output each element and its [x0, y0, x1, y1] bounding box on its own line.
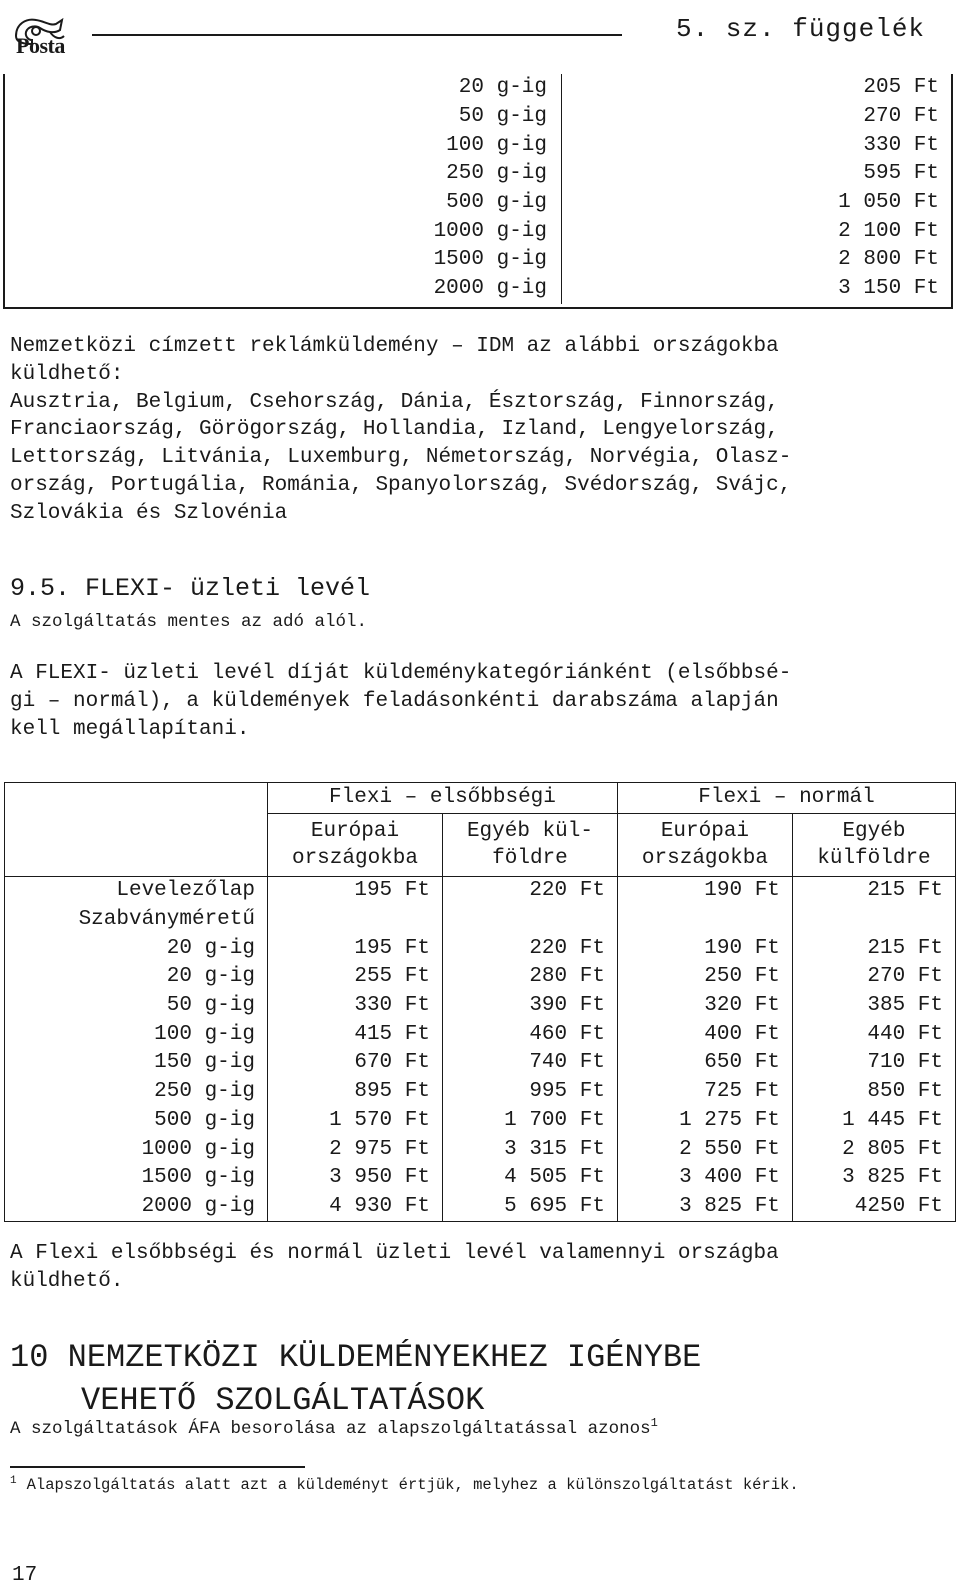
price-cell: 415 Ft	[268, 1020, 443, 1049]
table-row	[3, 74, 953, 103]
weight-cell: 20 g-ig	[3, 74, 562, 103]
price-cell: 3 825 Ft	[842, 1166, 943, 1190]
weight-cell: 2000 g-ig	[3, 275, 562, 304]
price-cell: 4250 Ft	[854, 1194, 943, 1218]
price-cell: 1 275 Ft	[617, 1107, 792, 1136]
price-cell: 385 Ft	[867, 994, 943, 1018]
price-cell: 2 800 Ft	[838, 248, 939, 272]
price-cell: 390 Ft	[442, 992, 617, 1021]
row-label: 50 g-ig	[5, 992, 268, 1021]
weight-cell: 1500 g-ig	[3, 246, 562, 275]
price-cell: 895 Ft	[268, 1078, 443, 1107]
group-header-normal: Flexi – normál	[617, 783, 955, 814]
footnote-rule	[10, 1466, 305, 1468]
row-label: 100 g-ig	[5, 1020, 268, 1049]
price-cell: 270 Ft	[863, 105, 939, 129]
footnote-reference: 1	[650, 1416, 658, 1430]
sub-header: Európai országokba	[617, 814, 792, 877]
flexi-note: A Flexi elsőbbségi és normál üzleti levél valamennyi országba küldhető.	[10, 1242, 779, 1293]
price-cell: 270 Ft	[867, 965, 943, 989]
row-label: 2000 g-ig	[5, 1193, 268, 1222]
row-label: 1000 g-ig	[5, 1135, 268, 1164]
table-row	[3, 189, 953, 218]
idm-price-table	[3, 74, 953, 304]
page-number: 17	[12, 1564, 38, 1587]
price-cell: 330 Ft	[863, 133, 939, 157]
price-cell: 670 Ft	[268, 1049, 443, 1078]
price-cell: 995 Ft	[442, 1078, 617, 1107]
price-cell: 215 Ft	[792, 877, 955, 906]
price-cell: 595 Ft	[863, 162, 939, 186]
price-cell: 255 Ft	[268, 963, 443, 992]
table-row	[5, 1193, 956, 1222]
price-cell: 710 Ft	[867, 1051, 943, 1075]
sub-header: Európai országokba	[268, 814, 443, 877]
row-label: 1500 g-ig	[5, 1164, 268, 1193]
price-cell: 220 Ft	[442, 877, 617, 906]
table-row	[5, 992, 956, 1021]
tax-note: A szolgáltatás mentes az adó alól.	[10, 612, 368, 632]
idm-country-list: Nemzetközi címzett reklámküldemény – IDM az alábbi országokba küldhető: Ausztria, Belgium, Csehország, Dánia, Észtország, Finnország, Franciaország, Görögország, Hollandia, Izland, Lengyelország, Lettország, Litvánia, Luxemburg, Németország, Norvégia, Olasz- ország, Portugália, Románia, Spanyolország, Svédország, Svájc, Szlovákia és Szlovénia	[10, 335, 792, 525]
price-cell: 190 Ft	[617, 934, 792, 963]
price-cell: 2 805 Ft	[842, 1137, 943, 1161]
price-cell: 3 825 Ft	[617, 1193, 792, 1222]
price-cell: 1 700 Ft	[442, 1107, 617, 1136]
appendix-title: 5. sz. függelék	[676, 14, 926, 44]
empty-cell	[268, 906, 443, 935]
empty-cell	[617, 906, 792, 935]
vat-note-text: A szolgáltatások ÁFA besorolása az alapszolgáltatással azonos	[10, 1418, 651, 1439]
table-row	[3, 103, 953, 132]
weight-cell: 1000 g-ig	[3, 217, 562, 246]
flexi-description: A FLEXI- üzleti levél díját küldeménykategóriánként (elsőbbsé- gi – normál), a küldemények feladásonkénti darabszáma alapján kell megállapítani.	[10, 662, 792, 741]
row-label: 20 g-ig	[5, 934, 268, 963]
header-rule	[92, 34, 622, 36]
empty-cell	[442, 906, 617, 935]
row-label: 20 g-ig	[5, 963, 268, 992]
price-cell: 2 975 Ft	[268, 1135, 443, 1164]
logo-wordmark: Posta	[16, 33, 65, 58]
price-cell: 195 Ft	[268, 877, 443, 906]
price-cell: 650 Ft	[617, 1049, 792, 1078]
empty-cell	[792, 906, 955, 935]
price-cell: 1 570 Ft	[268, 1107, 443, 1136]
price-cell: 3 950 Ft	[268, 1164, 443, 1193]
table-row	[5, 1135, 956, 1164]
table-row	[5, 906, 956, 935]
price-cell: 3 315 Ft	[442, 1135, 617, 1164]
price-cell: 3 150 Ft	[838, 277, 939, 301]
price-cell: 460 Ft	[442, 1020, 617, 1049]
footnote-mark: 1	[10, 1475, 17, 1487]
header-empty-cell	[5, 814, 268, 877]
price-cell: 440 Ft	[867, 1022, 943, 1046]
price-cell: 190 Ft	[617, 877, 792, 906]
price-cell: 1 445 Ft	[842, 1108, 943, 1132]
weight-cell: 250 g-ig	[3, 160, 562, 189]
price-cell: 1 050 Ft	[838, 191, 939, 215]
row-label: 250 g-ig	[5, 1078, 268, 1107]
table-row	[3, 160, 953, 189]
price-cell: 4 505 Ft	[442, 1164, 617, 1193]
price-cell: 725 Ft	[617, 1078, 792, 1107]
footnote	[10, 1475, 799, 1494]
price-cell: 740 Ft	[442, 1049, 617, 1078]
footnote-text: Alapszolgáltatás alatt azt a küldeményt értjük, melyhez a különszolgáltatást kérik.	[26, 1476, 799, 1495]
price-cell: 250 Ft	[617, 963, 792, 992]
sub-header: Egyéb kül- földre	[442, 814, 617, 877]
price-cell: 2 100 Ft	[838, 219, 939, 243]
table-row	[5, 877, 956, 906]
row-label: Szabványméretű	[5, 906, 268, 935]
table-frame-bottom	[3, 307, 953, 309]
table-row	[5, 1020, 956, 1049]
price-cell: 330 Ft	[268, 992, 443, 1021]
weight-cell: 100 g-ig	[3, 131, 562, 160]
table-row	[3, 217, 953, 246]
price-cell: 2 550 Ft	[617, 1135, 792, 1164]
price-cell: 4 930 Ft	[268, 1193, 443, 1222]
price-cell: 320 Ft	[617, 992, 792, 1021]
price-cell: 850 Ft	[867, 1080, 943, 1104]
price-cell: 400 Ft	[617, 1020, 792, 1049]
flexi-price-table	[4, 782, 956, 1222]
row-label: 500 g-ig	[5, 1107, 268, 1136]
table-row	[3, 246, 953, 275]
price-cell: 220 Ft	[442, 934, 617, 963]
table-row	[3, 131, 953, 160]
group-header-priority: Flexi – elsőbbségi	[268, 783, 618, 814]
price-cell: 280 Ft	[442, 963, 617, 992]
table-row	[5, 1107, 956, 1136]
table-row	[5, 1078, 956, 1107]
table-row	[5, 1164, 956, 1193]
sub-header: Egyéb külföldre	[817, 820, 931, 870]
price-cell: 205 Ft	[863, 76, 939, 100]
price-cell: 195 Ft	[268, 934, 443, 963]
row-label: 150 g-ig	[5, 1049, 268, 1078]
vat-note	[10, 1416, 658, 1439]
header-empty-cell	[5, 783, 268, 814]
price-cell: 215 Ft	[867, 936, 943, 960]
table-row	[5, 1049, 956, 1078]
weight-cell: 500 g-ig	[3, 189, 562, 218]
table-row	[5, 963, 956, 992]
section-heading-9-5: 9.5. FLEXI- üzleti levél	[10, 574, 371, 603]
table-row	[3, 275, 953, 304]
price-cell: 5 695 Ft	[442, 1193, 617, 1222]
row-label: Levelezőlap	[5, 877, 268, 906]
section-heading-10	[10, 1336, 701, 1422]
section-heading-10-line1: 10 NEMZETKÖZI KÜLDEMÉNYEKHEZ IGÉNYBE	[10, 1339, 702, 1376]
price-cell: 3 400 Ft	[617, 1164, 792, 1193]
weight-cell: 50 g-ig	[3, 103, 562, 132]
section-heading-10-line2: VEHETŐ SZOLGÁLTATÁSOK	[81, 1382, 485, 1419]
table-row	[5, 934, 956, 963]
